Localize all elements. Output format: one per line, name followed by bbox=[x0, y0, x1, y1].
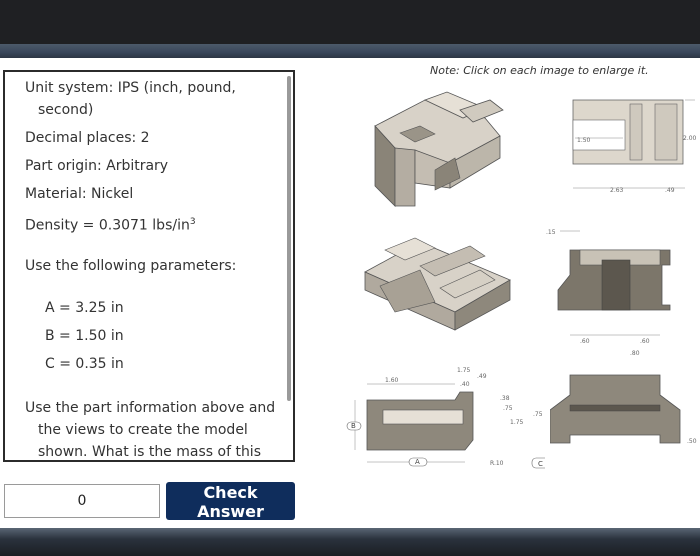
front-dim-4: .80 bbox=[630, 350, 640, 357]
param-b-label: B bbox=[351, 422, 356, 430]
params-intro: Use the following parameters: bbox=[25, 258, 237, 274]
density bbox=[25, 212, 196, 236]
check-answer-button[interactable]: Check Answer bbox=[166, 482, 295, 520]
side-view-drawing[interactable] bbox=[345, 360, 545, 475]
param-a: A = 3.25 in bbox=[45, 300, 124, 316]
material: Material: Nickel bbox=[25, 186, 134, 202]
answer-input[interactable] bbox=[4, 484, 160, 518]
instructions-line-1: Use the part information above and bbox=[25, 400, 276, 416]
unit-system-line-cont: second) bbox=[38, 102, 94, 118]
bottom-bar bbox=[0, 528, 700, 556]
side-dim-1: 1.60 bbox=[385, 377, 399, 384]
panel-scrollbar[interactable] bbox=[287, 76, 291, 401]
right-view-drawing[interactable] bbox=[550, 365, 700, 465]
side-dim-7: 1.75 bbox=[510, 419, 524, 426]
top-view-drawing[interactable] bbox=[535, 90, 700, 200]
front-dim-3: .60 bbox=[640, 338, 650, 345]
front-dim-1: .15 bbox=[546, 229, 556, 236]
enlarge-note: Note: Click on each image to enlarge it. bbox=[430, 64, 649, 77]
top-dark-bar bbox=[0, 0, 700, 44]
param-c: C = 0.35 in bbox=[45, 356, 124, 372]
instructions-line-2: the views to create the model bbox=[38, 422, 248, 438]
side-dim-3: .40 bbox=[460, 381, 470, 388]
top-dim-1: 1.50 bbox=[577, 137, 591, 144]
side-dim-2: 1.75 bbox=[457, 367, 471, 374]
right-dim-1: .50 bbox=[687, 438, 697, 445]
top-dim-3: 2.63 bbox=[610, 187, 624, 194]
isometric-view-1-image[interactable] bbox=[365, 88, 525, 213]
header-stripe bbox=[0, 44, 700, 58]
top-dim-2: 2.00 bbox=[683, 135, 697, 142]
unit-system-line: Unit system: IPS (inch, pound, bbox=[25, 80, 236, 96]
param-b: B = 1.50 in bbox=[45, 328, 124, 344]
param-c-label: C bbox=[538, 460, 543, 468]
front-dim-2: .60 bbox=[580, 338, 590, 345]
param-a-label: A bbox=[415, 458, 420, 466]
side-dim-8: .75 bbox=[533, 411, 543, 418]
side-dim-6: .75 bbox=[503, 405, 513, 412]
density-text: Density = 0.3071 lbs/in bbox=[25, 217, 190, 234]
instructions-line-3: shown. What is the mass of this bbox=[38, 444, 261, 460]
side-dim-9: R.10 bbox=[490, 460, 504, 467]
side-dim-4: .49 bbox=[477, 373, 487, 380]
decimal-places: Decimal places: 2 bbox=[25, 130, 150, 146]
side-dim-5: .38 bbox=[500, 395, 510, 402]
part-origin: Part origin: Arbitrary bbox=[25, 158, 169, 174]
top-dim-4: .49 bbox=[665, 187, 675, 194]
isometric-view-2-image[interactable] bbox=[360, 230, 525, 340]
density-exponent: 3 bbox=[189, 217, 196, 227]
problem-statement-panel[interactable] bbox=[3, 70, 295, 462]
front-view-drawing[interactable] bbox=[540, 225, 700, 360]
